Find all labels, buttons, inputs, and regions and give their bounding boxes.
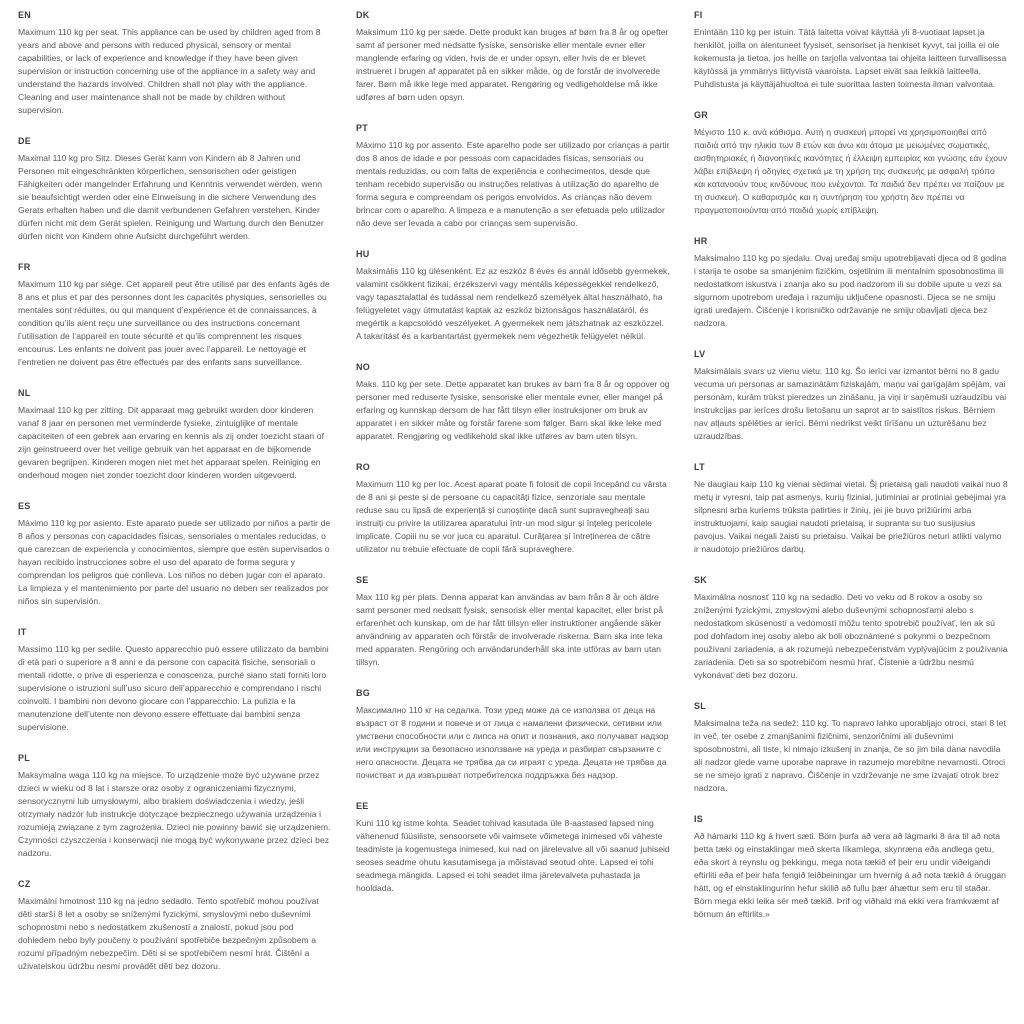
section-dk: [356, 10, 670, 104]
instruction-text-sk: Maximálna nosnosť 110 kg na sedadlo. Deti vo veku od 8 rokov a osoby so zníženými fyzickými, zmyslovými alebo duševnými schopnosťami alebo s nedostatkom skúseností a vedomostí môžu tento spotrebič používať, len ak sú pod dohľadom inej osoby alebo ak boli oboznámené s pokynmi o bezpečnom používaní zariadenia, a ak rozumejú nebezpečenstvám vyplývajúcim z používania zariadenia. Deti sa so spotrebičom nesmú hrať. Čistenie a údržbu nesmú vykonávať deti bez dozoru.: [694, 592, 1008, 680]
language-code-ro: RO: [356, 462, 371, 472]
language-code-en: EN: [18, 10, 32, 20]
instruction-text-lt: Ne daugiau kaip 110 kg vienai sėdimai vietai. Šį prietaisą gali naudoti vaikai nuo 8 metų ir vyresni, taip pat asmenys, kurių fiziniai, jutiminiai ar protiniai gebėjimai yra silpnesni arba kuriems trūksta patirties ir žinių, jei jie buvo prižiūrimi arba instruktuojami, kaip saugiai naudoti prietaisą, ir supranta su tuo susijusius pavojus. Vaikai negali žaisti su prietaisu. Vaikai be priežiūros neturi atlikti valymo ir naudotojo priežiūros darbų.: [694, 479, 1008, 554]
section-ro: [356, 462, 670, 556]
instruction-text-pl: Maksymalna waga 110 kg na miejsce. To urządzenie może być używane przez dzieci w wieku od 8 lat i starsze oraz osoby z ograniczeniami fizycznymi, sensorycznymi lub umysłowymi, albo brakiem doświadczenia i wiedzy, jeśli otrzymały nadzór lub instrukcje dotyczące bezpiecznego używania urządzenia i rozumieją związane z tym zagrożenia. Dzieci nie powinny bawić się urządzeniem. Czynności czyszczenia i konserwacji nie mogą być wykonywane przez dzieci bez nadzoru.: [18, 770, 331, 858]
section-nl: [18, 388, 332, 482]
instruction-text-fr: Maximum 110 kg par siège. Cet appareil peut être utilisé par des enfants âgés de 8 ans et plus et par des personnes dont les capacités physiques, sensorielles ou mentales sont réduites, ou qui manquent d’expérience et de connaissances, à condition qu’ils aient reçu une surveillance ou des instructions concernant l’utilisation de l’appareil en toute sécurité et qu’ils comprennent les risques encourus. Les enfants ne doivent pas jouer avec l’appareil. Le nettoyage et l’entretien ne doivent pas être effectués par des enfants sans surveillance.: [18, 279, 330, 367]
language-code-nl: NL: [18, 388, 31, 398]
instruction-text-hr: Maksimalno 110 kg po sjedalu. Ovaj uređaj smiju upotrebljavati djeca od 8 godina i starija te osobe sa smanjenim fizičkim, osjetilnim ili mentalnim sposobnostima ili nedostatkom iskustva i znanja ako su pod nadzorom ili su dobile upute u vezi sa sigurnom upotrebom uređaja i razumiju uključene opasnosti. Djeca se ne smiju igrati uređajem. Čišćenje i korisničko održavanje ne smiju obavljati djeca bez nadzora.: [694, 253, 1007, 328]
section-es: [18, 501, 332, 608]
section-gr: [694, 110, 1008, 217]
language-code-pt: PT: [356, 123, 369, 133]
section-fr: [18, 262, 332, 369]
instruction-text-de: Maximal 110 kg pro Sitz. Dieses Gerät kann von Kindern ab 8 Jahren und Personen mit eingeschränkten körperlichen, sensorischen oder geistigen Fähigkeiten oder mangelnder Erfahrung und Kenntnis verwendet werden, wenn sie beaufsichtigt werden oder eine Einweisung in die sichere Verwendung des Gerats erhalten haben und die damit verbundenen Gefahren verstehen. Kinder dürfen nicht mit dem Gerät spielen. Reinigung und Wartung durch den Benutzer dürfen nicht von Kindern ohne Aufsicht durchgeführt werden.: [18, 153, 324, 241]
section-no: [356, 362, 670, 443]
instruction-text-bg: Максимално 110 кг на седалка. Този уред може да се използва от деца на възраст от 8 години и повече и от лица с намалени физически, сетивни или умствени способности или с липса на опит и познания, ако получават надзор или инструкции за безопасно използване на уреда и разбират свързаните с него опасности. Децата не трябва да си играят с уреда. Децата не трябва да почистват и да извършват потребителска поддръжка без надзор.: [356, 705, 669, 780]
instruction-text-no: Maks. 110 kg per sete. Dette apparatet kan brukes av barn fra 8 år og oppover og personer med reduserte fysiske, sensoriske eller mentale evner, eller mangel på erfaring og kunnskap dersom de har fått tilsyn eller instruksjoner om bruk av apparatet i en sikker måte og forstår farene som følger. Barn skal ikke leke med apparatet. Rengjøring og vedlikehold skal ikke utføres av barn uten tilsyn.: [356, 379, 670, 441]
instruction-text-sl: Maksimalna teža na sedež: 110 kg. To napravo lahko uporabljajo otroci, stari 8 let in več, ter osebe z zmanjšanimi fizičnimi, senzoričnimi ali duševnimi sposobnostmi, ali tiste, ki nimajo izkušenj in znanja, če so jim bila dana navodila ali nadzor glede varne uporabe naprave in razumejo morebitne nevarnosti. Otroci se ne smejo igrati z napravo. Čiščenje in vzdrževanje ne sme izvajati otrok brez nadzora.: [694, 718, 1006, 793]
instruction-text-ro: Maximum 110 kg per loc. Acest aparat poate fi folosit de copii începând cu vârsta de 8 ani și peste și de persoane cu capacități fizice, senzoriale sau mentale reduse sau cu lipsă de experiență și cunoștințe dacă sunt supravegheați sau instruiți cu privire la utilizarea aparatului într-un mod sigur și înțeleg pericolele implicate. Copiii nu se vor juca cu aparatul. Curățarea și întreținerea de către utilizator nu trebuie efectuate de copii fără supraveghere.: [356, 479, 667, 554]
instruction-text-ee: Kuni 110 kg istme kohta. Seadet tohivad kasutada üle 8-aastased lapsed ning vähenenud füüsiliste, sensoorsete või vaimsete võimetega inimesed või väheste teadmiste ja kogemustega inimesed, kui nad on järelevalve all või saanud juhiseid seoses seadme ohutu kasutamisega ja mõistavad seotud ohte. Lapsed ei tohi seadmega mängida. Lapsed ei tohi seadet ilma järelevalveta puhastada ja hooldada.: [356, 818, 670, 893]
column-1: [18, 10, 332, 1024]
section-en: [18, 10, 332, 117]
language-code-bg: BG: [356, 688, 371, 698]
section-pl: [18, 753, 332, 860]
language-code-de: DE: [18, 136, 32, 146]
instruction-text-en: Maximum 110 kg per seat. This appliance can be used by children aged from 8 years and above and persons with reduced physical, sensory or mental capabilities, or lack of experience and knowledge if they have been given supervision or instruction concerning use of the appliance in a safety way and understand the hazards involved. Children shall not play with the appliance. Cleaning and user maintenance shall not be made by children without supervision.: [18, 27, 321, 115]
language-code-cz: CZ: [18, 879, 31, 889]
language-code-pl: PL: [18, 753, 31, 763]
column-3: [694, 10, 1008, 1024]
section-it: [18, 627, 332, 734]
section-bg: [356, 688, 670, 782]
section-ee: [356, 801, 670, 895]
language-code-ee: EE: [356, 801, 369, 811]
language-code-gr: GR: [694, 110, 709, 120]
language-code-hr: HR: [694, 236, 708, 246]
section-hr: [694, 236, 1008, 330]
language-code-lv: LV: [694, 349, 706, 359]
language-code-no: NO: [356, 362, 371, 372]
section-cz: [18, 879, 332, 973]
language-code-sl: SL: [694, 701, 707, 711]
instruction-text-se: Max 110 kg per plats. Denna apparat kan användas av barn från 8 år och äldre samt personer med nedsatt fysisk, sensorisk eller mental kapacitet, eller brist på erfarenhet och kunskap, om de har fått tillsyn eller instruktioner angående säker användning av apparaten och förstår de involverade riskerna. Barn ska inte leka med apparaten. Rengöring och användarunderhåll ska inte utföras av barn utan tillsyn.: [356, 592, 663, 667]
section-sl: [694, 701, 1008, 795]
section-lt: [694, 462, 1008, 556]
language-code-lt: LT: [694, 462, 705, 472]
instruction-text-lv: Maksimālais svars uz vienu vietu: 110 kg. Šo ierīci var izmantot bērni no 8 gadu vecuma un personas ar samazinātām fiziskajām, maņu vai garīgajām spējām, vai personām, kurām trūkst pieredzes un zināšanu, ja viņi ir saņēmuši uzraudzību vai instrukcijas par ierīces drošu lietošanu un saprot ar to saistītos riskus. Bērniem nav atļauts spēlēties ar ierīci. Bērni nedrīkst veikt tīrīšanu un uzturēšanu bez uzraudzības.: [694, 366, 1007, 441]
instruction-text-cz: Maximální hmotnost 110 kg na jedno sedadlo. Tento spotřebič mohou používat děti starší 8 let a osoby se sníženými fyzickými, smyslovými nebo duševními schopnostmi nebo s nedostatkem zkušeností a znalostí, pokud jsou pod dohledem nebo byly poučeny o používání spotřebiče bezpečným způsobem a rozumí případným nebezpečím. Děti si se spotřebičem nesmí hrát. Čištění a uživatelskou údržbu nesmí provádět děti bez dozoru.: [18, 896, 319, 971]
instruction-text-gr: Μέγιστο 110 κ. ανά κάθισμα. Αυτή η συσκευή μπορεί να χρησιμοποιηθεί από παιδιά από την ηλικία των 8 ετών και άνω και άτομα με μειωμένες σωματικές, αισθητηριακές ή διανοητικές ικανότητες ή έλλειψη εμπειρίας και γνώσης εάν έχουν λάβει επίβλεψη ή οδηγίες σχετικά με τη χρήση της συσκευής με ασφαλή τρόπο και κατανοούν τους κινδύνους που ενέχονται. Τα παιδιά δεν πρέπει να παίζουν με τη συσκευή. Ο καθαρισμός και η συντήρηση του χρήστη δεν πρέπει να πραγματοποιούνται από παιδιά χωρίς επίβλεψη.: [694, 127, 1008, 215]
section-pt: [356, 123, 670, 230]
language-code-se: SE: [356, 575, 369, 585]
language-code-is: IS: [694, 814, 704, 824]
column-2: [356, 10, 670, 1024]
section-fi: [694, 10, 1008, 91]
instruction-text-hu: Maksimális 110 kg ülésenként. Ez az eszköz 8 éves és annál idősebb gyermekek, valamint csökkent fizikai, érzékszervi vagy mentális képességekkel rendelkező, vagy tapasztalattal és tudással nem rendelkező személyek által használható, ha felügyeletet vagy útmutatást kaptak az eszköz biztonságos használatáról, és megértik a kapcsolódó veszélyeket. A gyermekek nem játszhatnak az eszközzel. A takarítást és a karbantartást gyermekek nem végezhetik felügyelet nélkül.: [356, 266, 670, 341]
language-code-fi: FI: [694, 10, 703, 20]
instruction-text-fi: Enintään 110 kg per istuin. Tätä laitetta voivat käyttää yli 8-vuotiaat lapset ja henkilöt, joilla on alentuneet fyysiset, sensoriset ja henkiset kyvyt, tai joilla ei ole kokemusta ja tietoa, jos heille on tarjolla valvontaa tai ohjeita laitteen turvallisessa käytössä ja ymmärrys liittyvistä vaaroista. Lapset eivät saa leikkiä laitteella. Puhdistusta ja käyttäjähuoltoa ei tule suorittaa lasten toimesta ilman valvontaa.: [694, 27, 1007, 89]
section-hu: [356, 249, 670, 343]
language-code-hu: HU: [356, 249, 370, 259]
instruction-text-nl: Maximaal 110 kg per zitting. Dit apparaat mag gebruikt worden door kinderen vanaf 8 jaar en personen met verminderde fysieke, zintuiglijke of mentale capaciteiten of een gebrek aan ervaring en kennis als zij onder toezicht staan of zijn geinstrueerd over het veilige gebruik van het apparaat en de bijkomende gevaren begrijpen. Kinderen mogen niet met het apparaat spelen. Reiniging en onderhoud mogen niet zonder toezicht door kinderen worden uitgevoerd.: [18, 405, 324, 480]
section-se: [356, 575, 670, 669]
language-code-dk: DK: [356, 10, 370, 20]
instruction-text-dk: Maksimum 110 kg per sæde. Dette produkt kan bruges af børn fra 8 år og opefter samt af personer med nedsatte fysiske, sensoriske eller mentale evner eller manglende erfaring og viden, hvis de er under opsyn, eller hvis de er blevet instrueret i brugen af apparatet på en sikker måde, og de forstår de involverede farer. Børn må ikke lege med apparatet. Rengøring og vedligeholdelse må ikke udføres af børn uden opsyn.: [356, 27, 669, 102]
language-code-fr: FR: [18, 262, 31, 272]
instruction-text-pt: Máximo 110 kg por assento. Este aparelho pode ser utilizado por crianças a partir dos 8 anos de idade e por pessoas com capacidades físicas, sensoriais ou mentais reduzidas, ou com falta de experiência e conhecimentos, desde que tenham recebido supervisão ou instruções relativas à utilização do aparelho de forma segura e compreendam os perigos envolvidos. As crianças não devem brincar com o aparelho. A limpeza e a manutenção a ser efetuada pelo utilizador não deve ser levada a cabo por crianças sem supervisão.: [356, 140, 670, 228]
section-lv: [694, 349, 1008, 443]
instruction-text-es: Máximo 110 kg por asiento. Este aparato puede ser utilizado por niños a partir de 8 años y personas con capacidades físicas, sensoriales o mentales reducidas, o que carezcan de experiencia y conocimientos, siempre que estén supervisados o hayan recibido instrucciones sobre el uso del aparato de forma segura y comprendan los peligros que conlleva. Los niños no deben jugar con el aparato. La limpieza y el mantenimiento por parte del usuario no deben ser realizados por niños sin supervisión.: [18, 518, 331, 606]
instruction-text-is: Að hámarki 110 kg á hvert sæti. Börn þurfa að vera að lágmarki 8 ára til að nota þetta tæki og einstaklingar með skerta líkamlega, skynræna eða andlega getu, eða skort á reynslu og þekkingu, mega nota tækið ef þeir eru undir viðeigandi eftirliti eða ef þeir hafa fengið leiðbeiningar um hvernig á að nota tækið á öruggan hátt, og ef einstaklingurinn hefur skilið að fullu þær áhættur sem eru til staðar. Börn mega ekki leika sér með tækið. Þrif og viðhald má ekki vera framkvæmt af börnum án eftirlits.»: [694, 831, 1006, 919]
language-code-es: ES: [18, 501, 31, 511]
section-is: [694, 814, 1008, 921]
section-sk: [694, 575, 1008, 682]
language-code-sk: SK: [694, 575, 708, 585]
instruction-text-it: Massimo 110 kg per sedile. Questo apparecchio può essere utilizzato da bambini di età pari o superiore a 8 anni e da persone con capacità fisiche, sensoriali o mentali ridotte, o prive di esperienza e conoscenza, purché siano stati forniti loro supervisione o istruzioni sull’uso sicuro dell’apparecchio e comprendano i rischi coinvolti. I bambini non devono giocare con l’apparecchio. La pulizia e la manutenzione dell’utente non devono essere effettuate dai bambini senza supervisione.: [18, 644, 329, 732]
language-code-it: IT: [18, 627, 27, 637]
section-de: [18, 136, 332, 243]
